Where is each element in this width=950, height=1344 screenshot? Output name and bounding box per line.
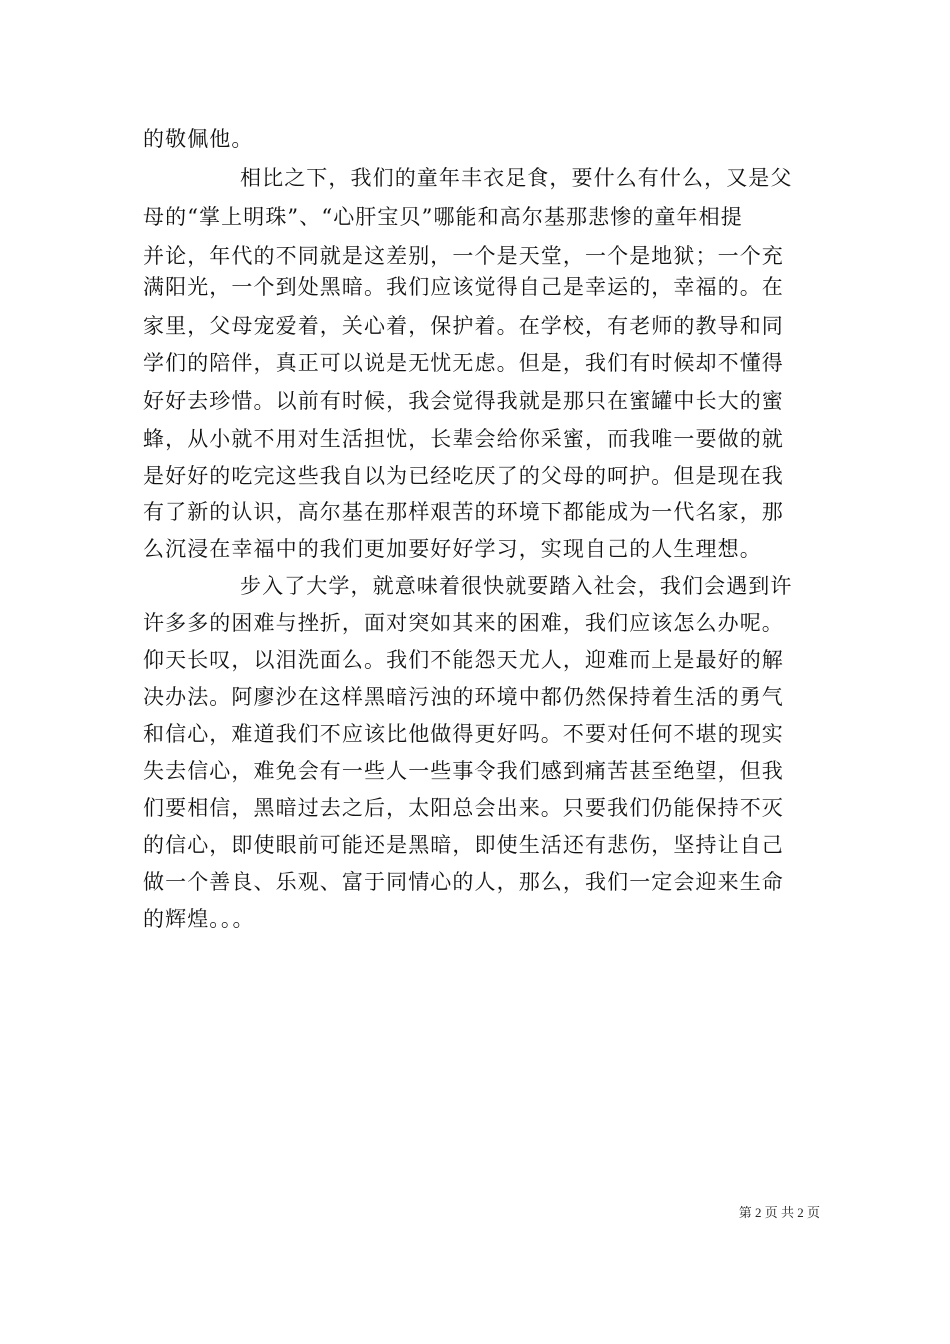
text-line: 有了新的认识，高尔基在那样艰苦的环境下都能成为一代名家，那 <box>143 500 784 524</box>
text-line: 仰天长叹，以泪洗面么。我们不能怨天尤人，迎难而上是最好的解 <box>143 648 784 672</box>
text-line: 步入了大学，就意味着很快就要踏入社会，我们会遇到许 <box>240 574 793 598</box>
text-line: 失去信心，难免会有一些人一些事令我们感到痛苦甚至绝望，但我 <box>143 759 784 783</box>
text-line: 是好好的吃完这些我自以为已经吃厌了的父母的呵护。但是现在我 <box>143 464 784 488</box>
text-line: 蜂，从小就不用对生活担忧，长辈会给你采蜜，而我唯一要做的就 <box>143 427 784 451</box>
text-line: 的辉煌。。。 <box>143 907 255 931</box>
text-line: 相比之下，我们的童年丰衣足食，要什么有什么，又是父 <box>240 166 793 190</box>
text-line: 们要相信，黑暗过去之后，太阳总会出来。只要我们仍能保持不灭 <box>143 796 784 820</box>
text-line: 学们的陪伴，真正可以说是无忧无虑。但是，我们有时候却不懂得 <box>143 351 784 375</box>
text-line: 决办法。阿廖沙在这样黑暗污浊的环境中都仍然保持着生活的勇气 <box>143 685 784 709</box>
text-line: 家里，父母宠爱着，关心着，保护着。在学校，有老师的教导和同 <box>143 314 784 338</box>
text-line: 的信心，即使眼前可能还是黑暗，即使生活还有悲伤，坚持让自己 <box>143 833 784 857</box>
text-line: 满阳光，一个到处黑暗。我们应该觉得自己是幸运的，幸福的。在 <box>143 275 784 299</box>
page-number: 第 2 页 共 2 页 <box>738 1205 820 1220</box>
text-line: 的敬佩他。 <box>143 127 254 151</box>
text-line: 做一个善良、乐观、富于同情心的人，那么，我们一定会迎来生命 <box>143 870 784 894</box>
text-line: 么沉浸在幸福中的我们更加要好好学习，实现自己的人生理想。 <box>143 537 762 561</box>
text-line: 和信心，难道我们不应该比他做得更好吗。不要对任何不堪的现实 <box>143 722 784 746</box>
text-line: 并论，年代的不同就是这差别，一个是天堂，一个是地狱；一个充 <box>143 244 784 268</box>
text-line: 许多多的困难与挫折，面对突如其来的困难，我们应该怎么办呢。 <box>143 611 784 635</box>
text-line: 母的“掌上明珠”、“心肝宝贝”哪能和高尔基那悲惨的童年相提 <box>143 205 743 229</box>
text-line: 好好去珍惜。以前有时候，我会觉得我就是那只在蜜罐中长大的蜜 <box>143 389 784 413</box>
